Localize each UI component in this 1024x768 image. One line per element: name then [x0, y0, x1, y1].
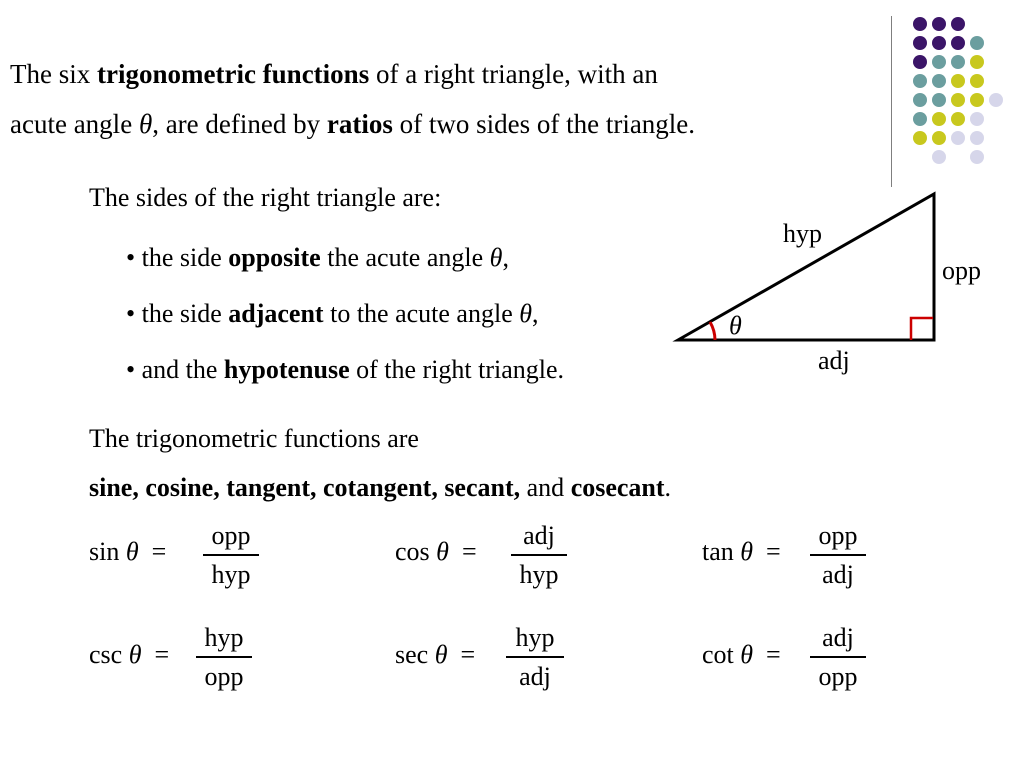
fraction-cot: [810, 623, 866, 692]
bullet: •: [126, 299, 136, 328]
formula-csc: [89, 640, 169, 670]
numerator: opp: [818, 521, 858, 550]
intro-text: of two sides of the triangle.: [392, 109, 696, 139]
item-text: ,: [502, 243, 509, 272]
angle-arc: [710, 322, 715, 340]
intro-text: acute angle: [10, 109, 139, 139]
intro-text: , are defined by: [152, 109, 327, 139]
formula-cos: [395, 537, 477, 567]
intro-text: The six: [10, 59, 97, 89]
triangle-outline: [678, 194, 934, 340]
functions-names: cosecant: [570, 473, 665, 502]
numerator: hyp: [515, 623, 555, 652]
fraction-bar: [511, 554, 567, 556]
item-text: ,: [532, 299, 539, 328]
functions-text: and: [520, 473, 571, 502]
theta-symbol: θ: [436, 537, 449, 566]
fraction-sec: [506, 623, 564, 692]
fraction-cos: [511, 521, 567, 590]
fraction-csc: [196, 623, 252, 692]
denominator: adj: [822, 559, 854, 589]
function-name: sec: [395, 640, 429, 669]
theta-symbol: θ: [128, 640, 142, 669]
bullet: •: [126, 355, 136, 384]
functions-list: [89, 473, 671, 503]
theta-symbol: θ: [138, 109, 153, 139]
fraction-bar: [506, 656, 564, 658]
numerator: adj: [523, 521, 555, 550]
function-name: sin: [89, 537, 120, 566]
formula-sec: [395, 640, 475, 670]
numerator: adj: [822, 623, 854, 652]
fraction-sin: [203, 521, 259, 590]
item-text: the side: [135, 243, 229, 272]
equals-sign: =: [461, 537, 477, 566]
item-bold-term: opposite: [228, 243, 321, 272]
equals-sign: =: [154, 640, 170, 669]
numerator: hyp: [204, 623, 244, 652]
intro-bold-term: trigonometric functions: [97, 59, 370, 89]
item-bold-term: adjacent: [228, 299, 324, 328]
label-theta: θ: [729, 311, 742, 340]
theta-symbol: θ: [125, 537, 139, 566]
equals-sign: =: [460, 640, 476, 669]
fraction-bar: [810, 554, 866, 556]
formula-cot: [702, 640, 781, 670]
item-bold-term: hypotenuse: [223, 355, 350, 384]
fraction-bar: [203, 554, 259, 556]
equals-sign: =: [766, 537, 781, 566]
function-name: cot: [702, 640, 734, 669]
functions-heading: The trigonometric functions are: [89, 424, 419, 453]
numerator: opp: [211, 521, 251, 550]
equals-sign: =: [766, 640, 781, 669]
fraction-bar: [810, 656, 866, 658]
item-text: of the right triangle.: [349, 355, 565, 384]
function-name: csc: [89, 640, 123, 669]
denominator: opp: [204, 661, 244, 691]
denominator: adj: [519, 661, 551, 691]
label-opp: opp: [942, 256, 981, 285]
bullet: •: [126, 243, 136, 272]
item-text: the acute angle: [320, 243, 490, 272]
fraction-tan: [810, 521, 866, 590]
functions-names: sine, cosine, tangent, cotangent, secant,: [89, 473, 521, 502]
function-name: tan: [702, 537, 734, 566]
theta-symbol: θ: [519, 299, 533, 328]
item-text: and the: [135, 355, 224, 384]
equals-sign: =: [151, 537, 167, 566]
formula-sin: [89, 537, 166, 567]
intro-text: of a right triangle, with an: [369, 59, 658, 89]
denominator: opp: [818, 661, 858, 691]
label-hyp: hyp: [783, 219, 822, 248]
theta-symbol: θ: [434, 640, 448, 669]
item-text: the side: [135, 299, 229, 328]
function-name: cos: [395, 537, 430, 566]
denominator: hyp: [519, 559, 559, 589]
formula-tan: [702, 537, 781, 567]
item-text: to the acute angle: [323, 299, 520, 328]
sides-heading: The sides of the right triangle are:: [89, 183, 442, 212]
intro-bold-term: ratios: [326, 109, 393, 139]
theta-symbol: θ: [740, 537, 754, 566]
functions-text: .: [664, 473, 672, 502]
right-angle-marker: [911, 318, 933, 340]
theta-symbol: θ: [740, 640, 754, 669]
fraction-bar: [196, 656, 252, 658]
label-adj: adj: [818, 346, 850, 375]
theta-symbol: θ: [489, 243, 503, 272]
denominator: hyp: [211, 559, 251, 589]
